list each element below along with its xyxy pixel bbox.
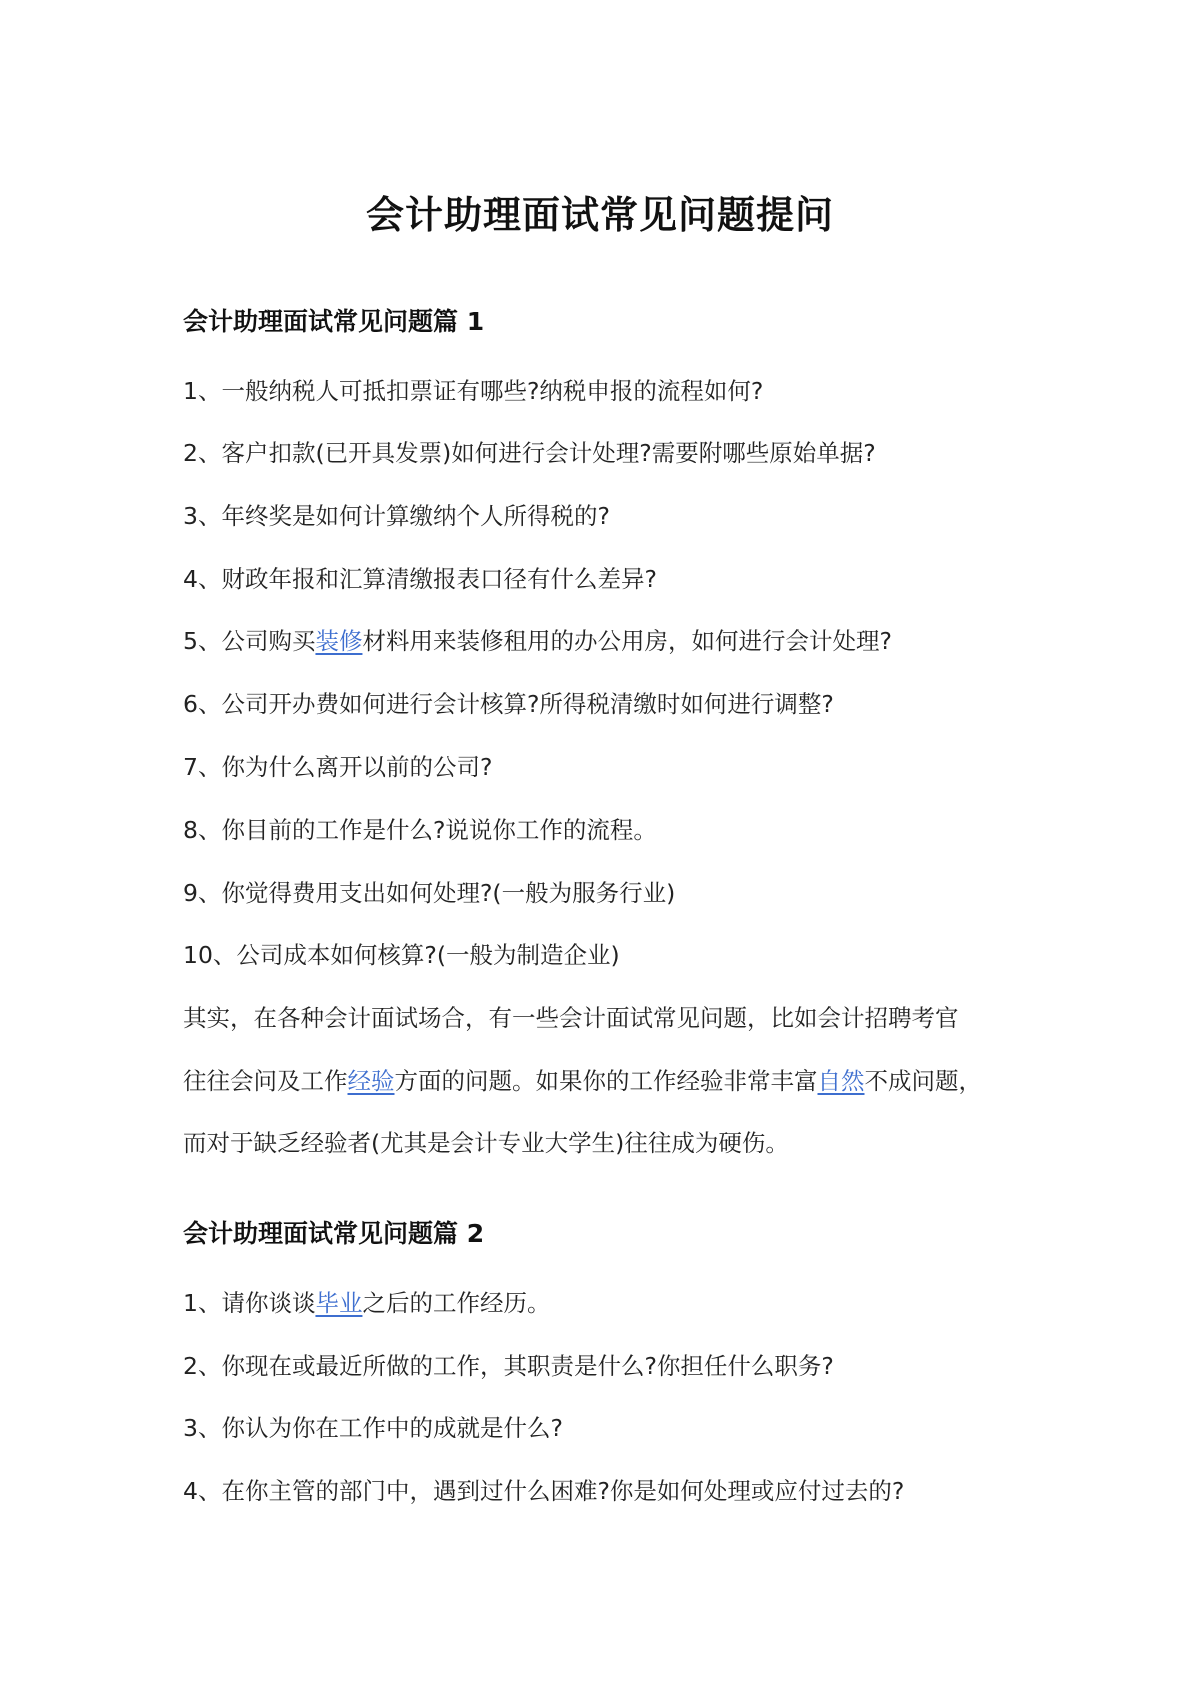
- question-1-1: 1、一般纳税人可抵扣票证有哪些?纳税申报的流程如何?: [183, 377, 764, 405]
- paragraph-line-2-part1: 往往会问及工作: [183, 1067, 348, 1095]
- question-1-10: 10、公司成本如何核算?(一般为制造企业): [183, 941, 620, 969]
- section-heading-1: 会计助理面试常见问题篇 1: [183, 307, 485, 336]
- document-title: 会计助理面试常见问题提问: [365, 193, 834, 237]
- question-1-2: 2、客户扣款(已开具发票)如何进行会计处理?需要附哪些原始单据?: [183, 439, 876, 467]
- link-jingyan[interactable]: 经验: [347, 1067, 395, 1095]
- paragraph-line-2-part2: 方面的问题。如果你的工作经验非常丰富: [394, 1067, 818, 1095]
- question-2-1-text-after: 之后的工作经历。: [362, 1289, 551, 1317]
- paragraph-line-2-part3: 不成问题，: [864, 1067, 982, 1095]
- question-1-3: 3、年终奖是如何计算缴纳个人所得税的?: [183, 502, 610, 530]
- question-2-1: [183, 1285, 550, 1321]
- question-2-2: 2、你现在或最近所做的工作，其职责是什么?你担任什么职务?: [183, 1352, 834, 1380]
- link-ziran[interactable]: 自然: [817, 1067, 865, 1095]
- question-2-3: 3、你认为你在工作中的成就是什么?: [183, 1414, 563, 1442]
- paragraph-line-2: [183, 1063, 982, 1099]
- link-zhuangxiu[interactable]: 装修: [315, 627, 363, 655]
- question-2-4: 4、在你主管的部门中，遇到过什么困难?你是如何处理或应付过去的?: [183, 1477, 905, 1505]
- question-2-1-text-before: 1、请你谈谈: [183, 1289, 316, 1317]
- paragraph-line-1: 其实，在各种会计面试场合，有一些会计面试常见问题，比如会计招聘考官: [183, 1004, 959, 1032]
- question-1-6: 6、公司开办费如何进行会计核算?所得税清缴时如何进行调整?: [183, 690, 834, 718]
- question-1-5: [183, 623, 892, 659]
- question-1-5-text-before: 5、公司购买: [183, 627, 316, 655]
- paragraph-line-3: 而对于缺乏经验者(尤其是会计专业大学生)往往成为硬伤。: [183, 1129, 789, 1157]
- question-1-4: 4、财政年报和汇算清缴报表口径有什么差异?: [183, 565, 657, 593]
- question-1-9: 9、你觉得费用支出如何处理?(一般为服务行业): [183, 879, 676, 907]
- link-biye[interactable]: 毕业: [315, 1289, 363, 1317]
- question-1-8: 8、你目前的工作是什么?说说你工作的流程。: [183, 816, 657, 844]
- question-1-5-text-after: 材料用来装修租用的办公用房，如何进行会计处理?: [362, 627, 892, 655]
- question-1-7: 7、你为什么离开以前的公司?: [183, 753, 493, 781]
- section-heading-2: 会计助理面试常见问题篇 2: [183, 1219, 485, 1248]
